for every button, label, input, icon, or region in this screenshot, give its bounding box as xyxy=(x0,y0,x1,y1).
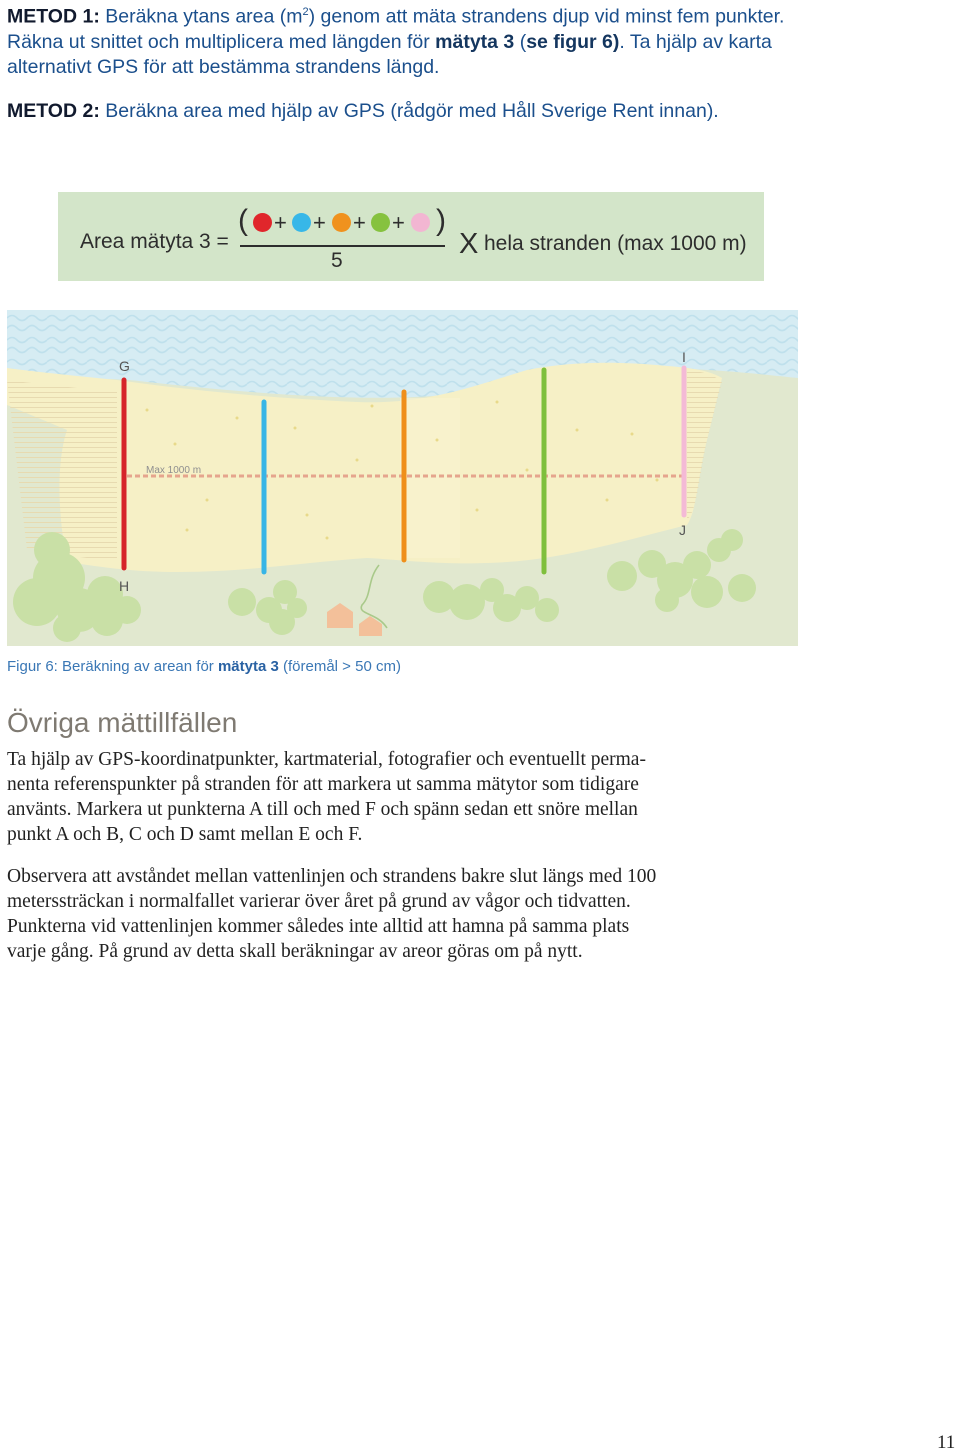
plus-sign-2: + xyxy=(313,210,326,235)
metod-1-bold-figref: se figur 6) xyxy=(526,30,620,53)
beach-illustration xyxy=(7,310,798,646)
metod-1-text-d: . Ta hjälp av karta alternativt GPS för att bestämma strandens längd. xyxy=(7,30,772,78)
highlight-strip xyxy=(400,398,460,558)
point-j-label: J xyxy=(679,522,686,538)
green-dot-icon xyxy=(371,213,390,232)
paragraph-1-line: Ta hjälp av GPS-koordinatpunkter, kartmaterial, fotografier och eventuellt perma- xyxy=(7,749,646,770)
formula-close-paren: ) xyxy=(436,204,446,237)
plus-sign-4: + xyxy=(392,210,405,235)
metod-1-label: METOD 1: xyxy=(7,5,100,28)
metod-1-text-c: ( xyxy=(514,30,527,53)
point-g-label: G xyxy=(119,358,130,374)
plus-sign-1: + xyxy=(274,210,287,235)
point-i-label: I xyxy=(682,349,686,365)
figure-caption xyxy=(7,658,401,675)
blue-dot-icon xyxy=(292,213,311,232)
paragraph-1-line: nenta referenspunkter på stranden för att markera ut samma mätytor som tidigare xyxy=(7,774,639,795)
formula-left-text: Area mätyta 3 = xyxy=(80,230,229,253)
section-heading: Övriga mättillfällen xyxy=(7,707,238,738)
formula-box xyxy=(58,192,764,281)
metod-1-text-a: Beräkna ytans area (m xyxy=(99,5,303,28)
orange-dot-icon xyxy=(332,213,351,232)
times-sign: X xyxy=(459,228,479,260)
paragraph-1 xyxy=(7,747,807,847)
paragraph-2-line: Observera att avståndet mellan vattenlinjen och strandens bakre slut längs med 100 xyxy=(7,866,657,887)
page-number: 11 xyxy=(937,1432,956,1453)
metod-1-paragraph xyxy=(7,0,797,80)
paragraph-2 xyxy=(7,864,807,964)
plus-sign-3: + xyxy=(353,210,366,235)
caption-bold: mätyta 3 xyxy=(217,658,279,675)
metod-1-text-b: ) genom att mäta strandens djup vid minst fem punkter. Räkna ut snittet och multiplicera med längden för xyxy=(7,5,785,53)
metod-2-paragraph xyxy=(7,99,797,124)
paragraph-2-line: Punkterna vid vattenlinjen kommer således inte alltid att hamna på samma plats xyxy=(7,916,630,937)
metod-2-label: METOD 2: xyxy=(7,100,100,122)
red-dot-icon xyxy=(253,213,272,232)
max-1000-label: Max 1000 m xyxy=(146,465,202,476)
paragraph-2-line: meterssträckan i normalfallet varierar över året på grund av vågor och tidvatten. xyxy=(7,891,631,912)
fraction-bar xyxy=(240,245,445,247)
point-h-label: H xyxy=(119,578,130,594)
superscript-2: 2 xyxy=(302,6,309,18)
paragraph-1-line: punkt A och B, C och D samt mellan E och F. xyxy=(7,824,363,845)
metod-1-bold-area: mätyta 3 xyxy=(435,30,515,53)
caption-text-b: (föremål > 50 cm) xyxy=(278,658,401,675)
metod-2-text: Beräkna area med hjälp av GPS (rådgör med Håll Sverige Rent innan). xyxy=(99,100,719,122)
pink-dot-icon xyxy=(411,213,430,232)
formula-denominator: 5 xyxy=(331,249,343,272)
paragraph-1-line: använts. Markera ut punkterna A till och med F och spänn sedan ett snöre mellan xyxy=(7,799,638,820)
caption-text-a: Figur 6: Beräkning av arean för xyxy=(7,658,218,675)
formula-open-paren: ( xyxy=(238,204,248,237)
formula-right-text: hela stranden (max 1000 m) xyxy=(484,232,747,255)
paragraph-2-line: varje gång. På grund av detta skall beräkningar av areor göras om på nytt. xyxy=(7,941,583,962)
